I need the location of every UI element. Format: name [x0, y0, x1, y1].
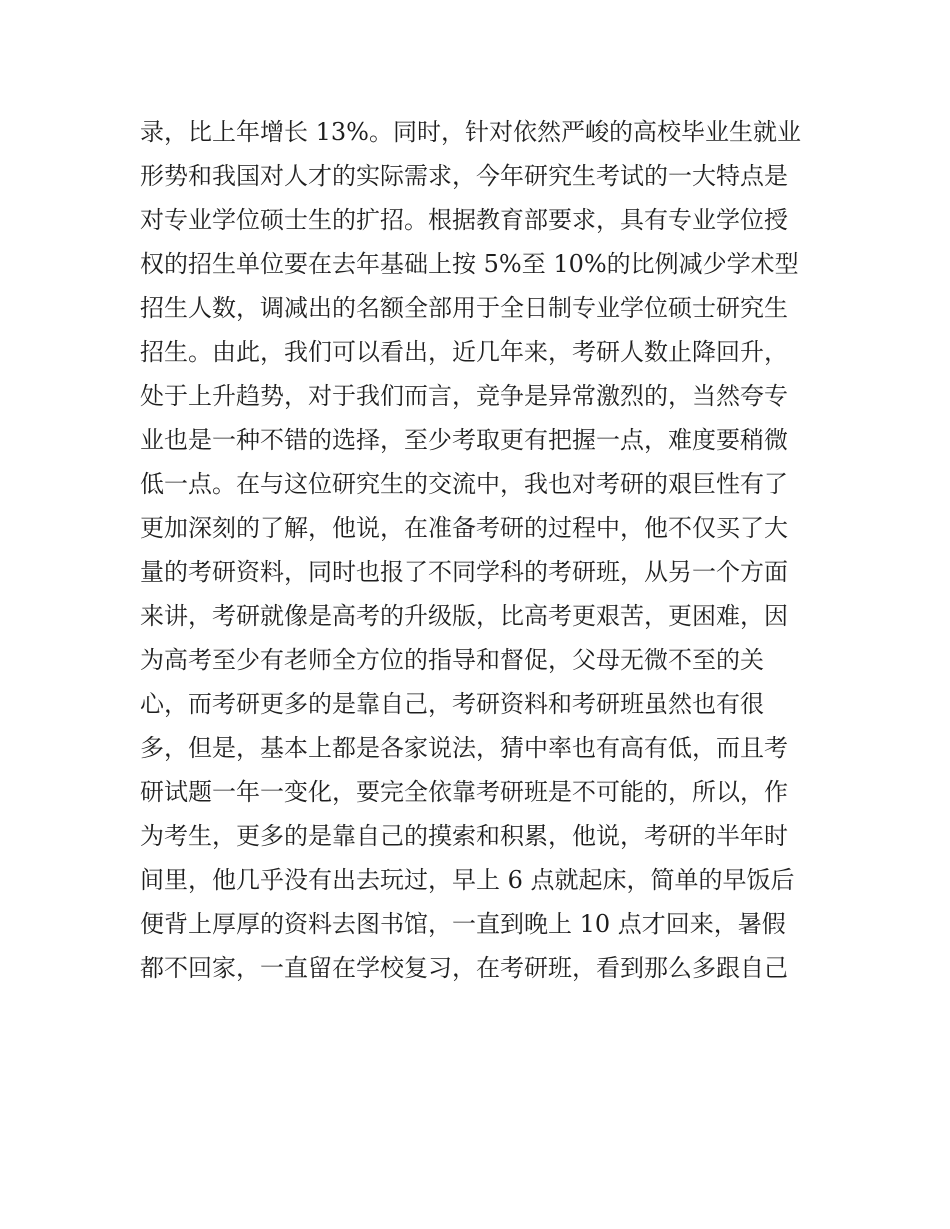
text-line: 心，而考研更多的是靠自己，考研资料和考研班虽然也有很: [140, 690, 764, 718]
text-line: 形势和我国对人才的实际需求，今年研究生考试的一大特点是: [140, 162, 788, 190]
text-line: 来讲，考研就像是高考的升级版，比高考更艰苦，更困难，因: [140, 602, 788, 630]
text-line: 为考生，更多的是靠自己的摸索和积累，他说，考研的半年时: [140, 822, 788, 850]
text-line: 为高考至少有老师全方位的指导和督促，父母无微不至的关: [140, 646, 764, 674]
text-line: 量的考研资料，同时也报了不同学科的考研班，从另一个方面: [140, 558, 788, 586]
text-line: 招生人数，调减出的名额全部用于全日制专业学位硕士研究生: [140, 294, 788, 322]
text-line: 对专业学位硕士生的扩招。根据教育部要求，具有专业学位授: [140, 206, 788, 234]
text-line: 间里，他几乎没有出去玩过，早上 6 点就起床，简单的早饭后: [140, 866, 795, 894]
text-line: 权的招生单位要在去年基础上按 5%至 10%的比例减少学术型: [140, 250, 799, 278]
body-text: [140, 110, 840, 990]
text-line: 研试题一年一变化，要完全依靠考研班是不可能的，所以，作: [140, 778, 788, 806]
text-line: 都不回家，一直留在学校复习，在考研班，看到那么多跟自己: [140, 954, 788, 982]
text-line: 更加深刻的了解，他说，在准备考研的过程中，他不仅买了大: [140, 514, 788, 542]
text-line: 业也是一种不错的选择，至少考取更有把握一点，难度要稍微: [140, 426, 788, 454]
text-line: 便背上厚厚的资料去图书馆，一直到晚上 10 点才回来，暑假: [140, 910, 786, 938]
text-line: 招生。由此，我们可以看出，近几年来，考研人数止降回升，: [140, 338, 788, 366]
text-line: 低一点。在与这位研究生的交流中，我也对考研的艰巨性有了: [140, 470, 788, 498]
text-line: 录，比上年增长 13%。同时，针对依然严峻的高校毕业生就业: [140, 118, 801, 146]
text-line: 多，但是，基本上都是各家说法，猜中率也有高有低，而且考: [140, 734, 788, 762]
text-line: 处于上升趋势，对于我们而言，竞争是异常激烈的，当然夸专: [140, 382, 788, 410]
